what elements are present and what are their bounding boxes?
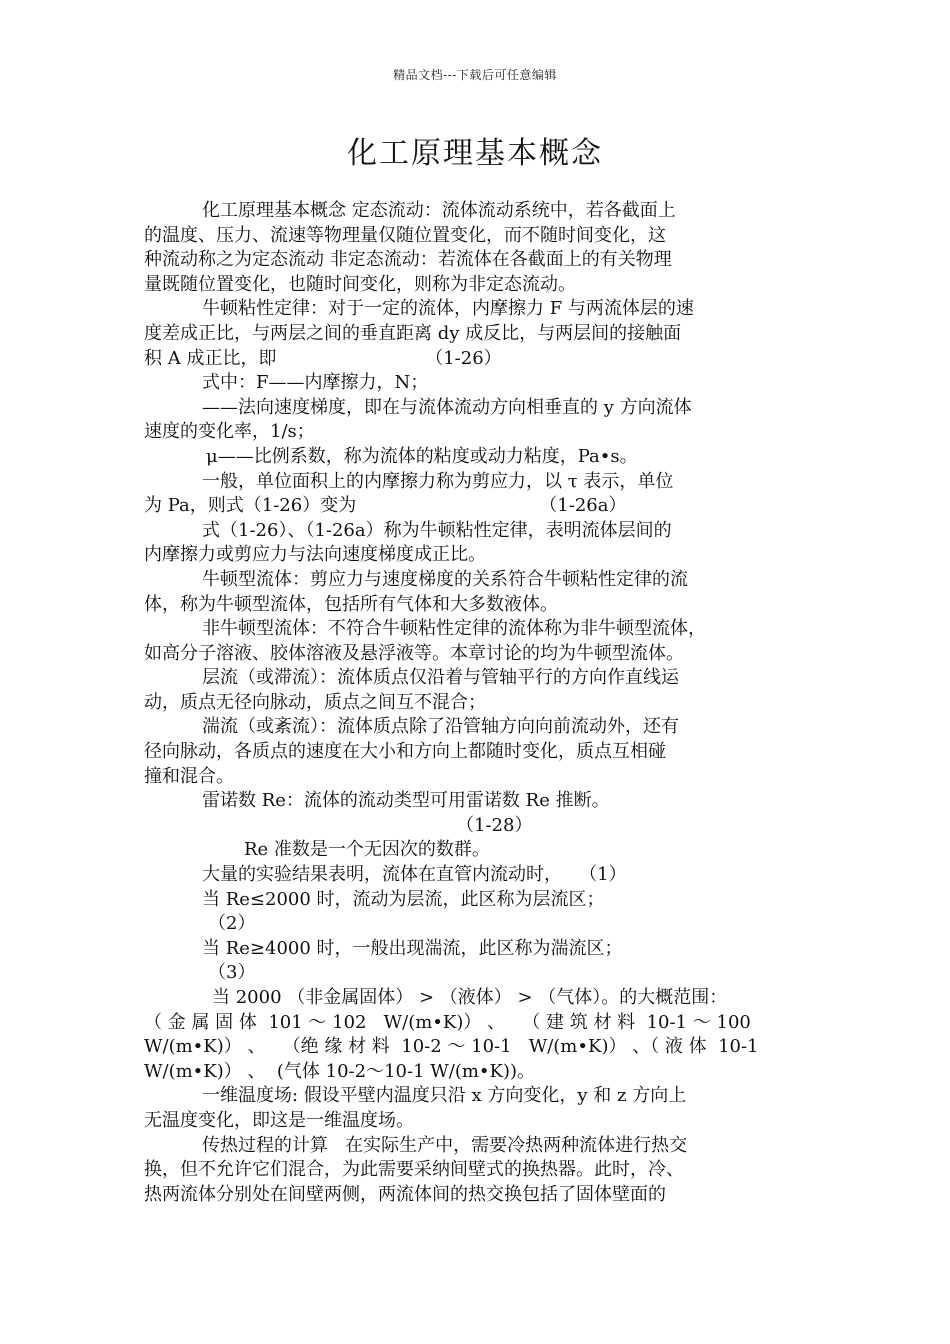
- text-line: 换，但不允许它们混合，为此需要采纳间壁式的换热器。此时，冷、: [144, 1159, 684, 1181]
- text-line: 体，称为牛顿型流体，包括所有气体和大多数液体。: [144, 593, 558, 615]
- text-line: 如高分子溶液、胶体溶液及悬浮液等。本章讨论的均为牛顿型流体。: [144, 642, 684, 664]
- text-line: 式（1-26）、（1-26a）称为牛顿粘性定律，表明流体层间的: [202, 519, 672, 541]
- text-line: W/(m•K)） 、 （绝 缘 材 料 10-2 ～ 10-1 W/(m•K)） 、（ 液 体 10-1: [144, 1036, 759, 1058]
- text-line: 的温度、压力、流速等物理量仅随位置变化，而不随时间变化，这: [144, 224, 666, 246]
- text-line: W/(m•K)） 、 (气体 10-2～10-1 W/(m•K))。: [144, 1060, 536, 1082]
- text-line: 速度的变化率，1/s；: [144, 421, 315, 443]
- text-line: 式中：F——内摩擦力，N；: [202, 372, 429, 394]
- text-line: 非牛顿型流体：不符合牛顿粘性定律的流体称为非牛顿型流体，: [202, 618, 706, 640]
- equation-number: （1-28）: [456, 814, 533, 836]
- text-line: 层流（或滞流）：流体质点仅沿着与管轴平行的方向作直线运: [202, 667, 679, 689]
- document-title: 化工原理基本概念: [347, 136, 603, 171]
- text-line: 撞和混合。: [144, 765, 234, 787]
- text-line: 化工原理基本概念 定态流动：流体流动系统中，若各截面上: [202, 200, 676, 221]
- text-line: 当 2000 （非金属固体） > （液体） > （气体）。的大概范围：: [212, 987, 728, 1008]
- text-line: 种流动称之为定态流动 非定态流动：若流体在各截面上的有关物理: [144, 249, 672, 271]
- text-line: 牛顿型流体：剪应力与速度梯度的关系符合牛顿粘性定律的流: [202, 568, 688, 590]
- text-line: （ 金 属 固 体 101 ～ 102 W/(m•K)） 、 （ 建 筑 材 料 10-1 ～ 100: [144, 1011, 751, 1033]
- text-line: 度差成正比，与两层之间的垂直距离 dy 成反比，与两层间的接触面: [144, 322, 682, 344]
- text-line: 动，质点无径向脉动，质点之间互不混合；: [144, 691, 486, 713]
- text-line: 量既随位置变化，也随时间变化，则称为非定态流动。: [144, 273, 576, 295]
- text-line: 积 A 成正比，即 （1-26）: [144, 347, 502, 369]
- text-line: 内摩擦力或剪应力与法向速度梯度成正比。: [144, 544, 486, 566]
- text-line: 大量的实验结果表明，流体在直管内流动时， （1）: [202, 864, 627, 886]
- text-line: 牛顿粘性定律：对于一定的流体，内摩擦力 F 与两流体层的速: [202, 298, 694, 320]
- text-line: 一般，单位面积上的内摩擦力称为剪应力，以 τ 表示，单位: [202, 470, 674, 492]
- text-line: 传热过程的计算 在实际生产中，需要冷热两种流体进行热交: [202, 1134, 688, 1156]
- text-line: 当 Re≥4000 时，一般出现湍流，此区称为湍流区；: [202, 937, 623, 959]
- text-line: 雷诺数 Re：流体的流动类型可用雷诺数 Re 推断。: [202, 790, 610, 812]
- document-body: [144, 199, 808, 1207]
- page-header: 精品文档---下载后可任意编辑: [393, 68, 557, 82]
- text-line: Re 准数是一个无因次的数群。: [244, 839, 490, 861]
- equation-number: （3）: [208, 962, 256, 984]
- text-line: ——法向速度梯度，即在与流体流动方向相垂直的 y 方向流体: [202, 396, 692, 418]
- text-line: 为 Pa，则式（1-26）变为 （1-26a）: [144, 495, 627, 517]
- text-line: 径向脉动，各质点的速度在大小和方向上都随时变化，质点互相碰: [144, 741, 666, 763]
- text-line: 当 Re≤2000 时，流动为层流，此区称为层流区；: [202, 888, 605, 910]
- equation-number: （2）: [208, 913, 256, 935]
- text-line: 湍流（或紊流）：流体质点除了沿管轴方向向前流动外，还有: [202, 716, 679, 738]
- text-line: 无温度变化，即这是一维温度场。: [144, 1109, 414, 1131]
- text-line: μ——比例系数，称为流体的粘度或动力粘度，Pa•s。: [206, 445, 638, 467]
- text-line: 热两流体分别处在间壁两侧，两流体间的热交换包括了固体壁面的: [144, 1183, 666, 1205]
- text-line: 一维温度场: 假设平壁内温度只沿 x 方向变化，y 和 z 方向上: [202, 1085, 687, 1107]
